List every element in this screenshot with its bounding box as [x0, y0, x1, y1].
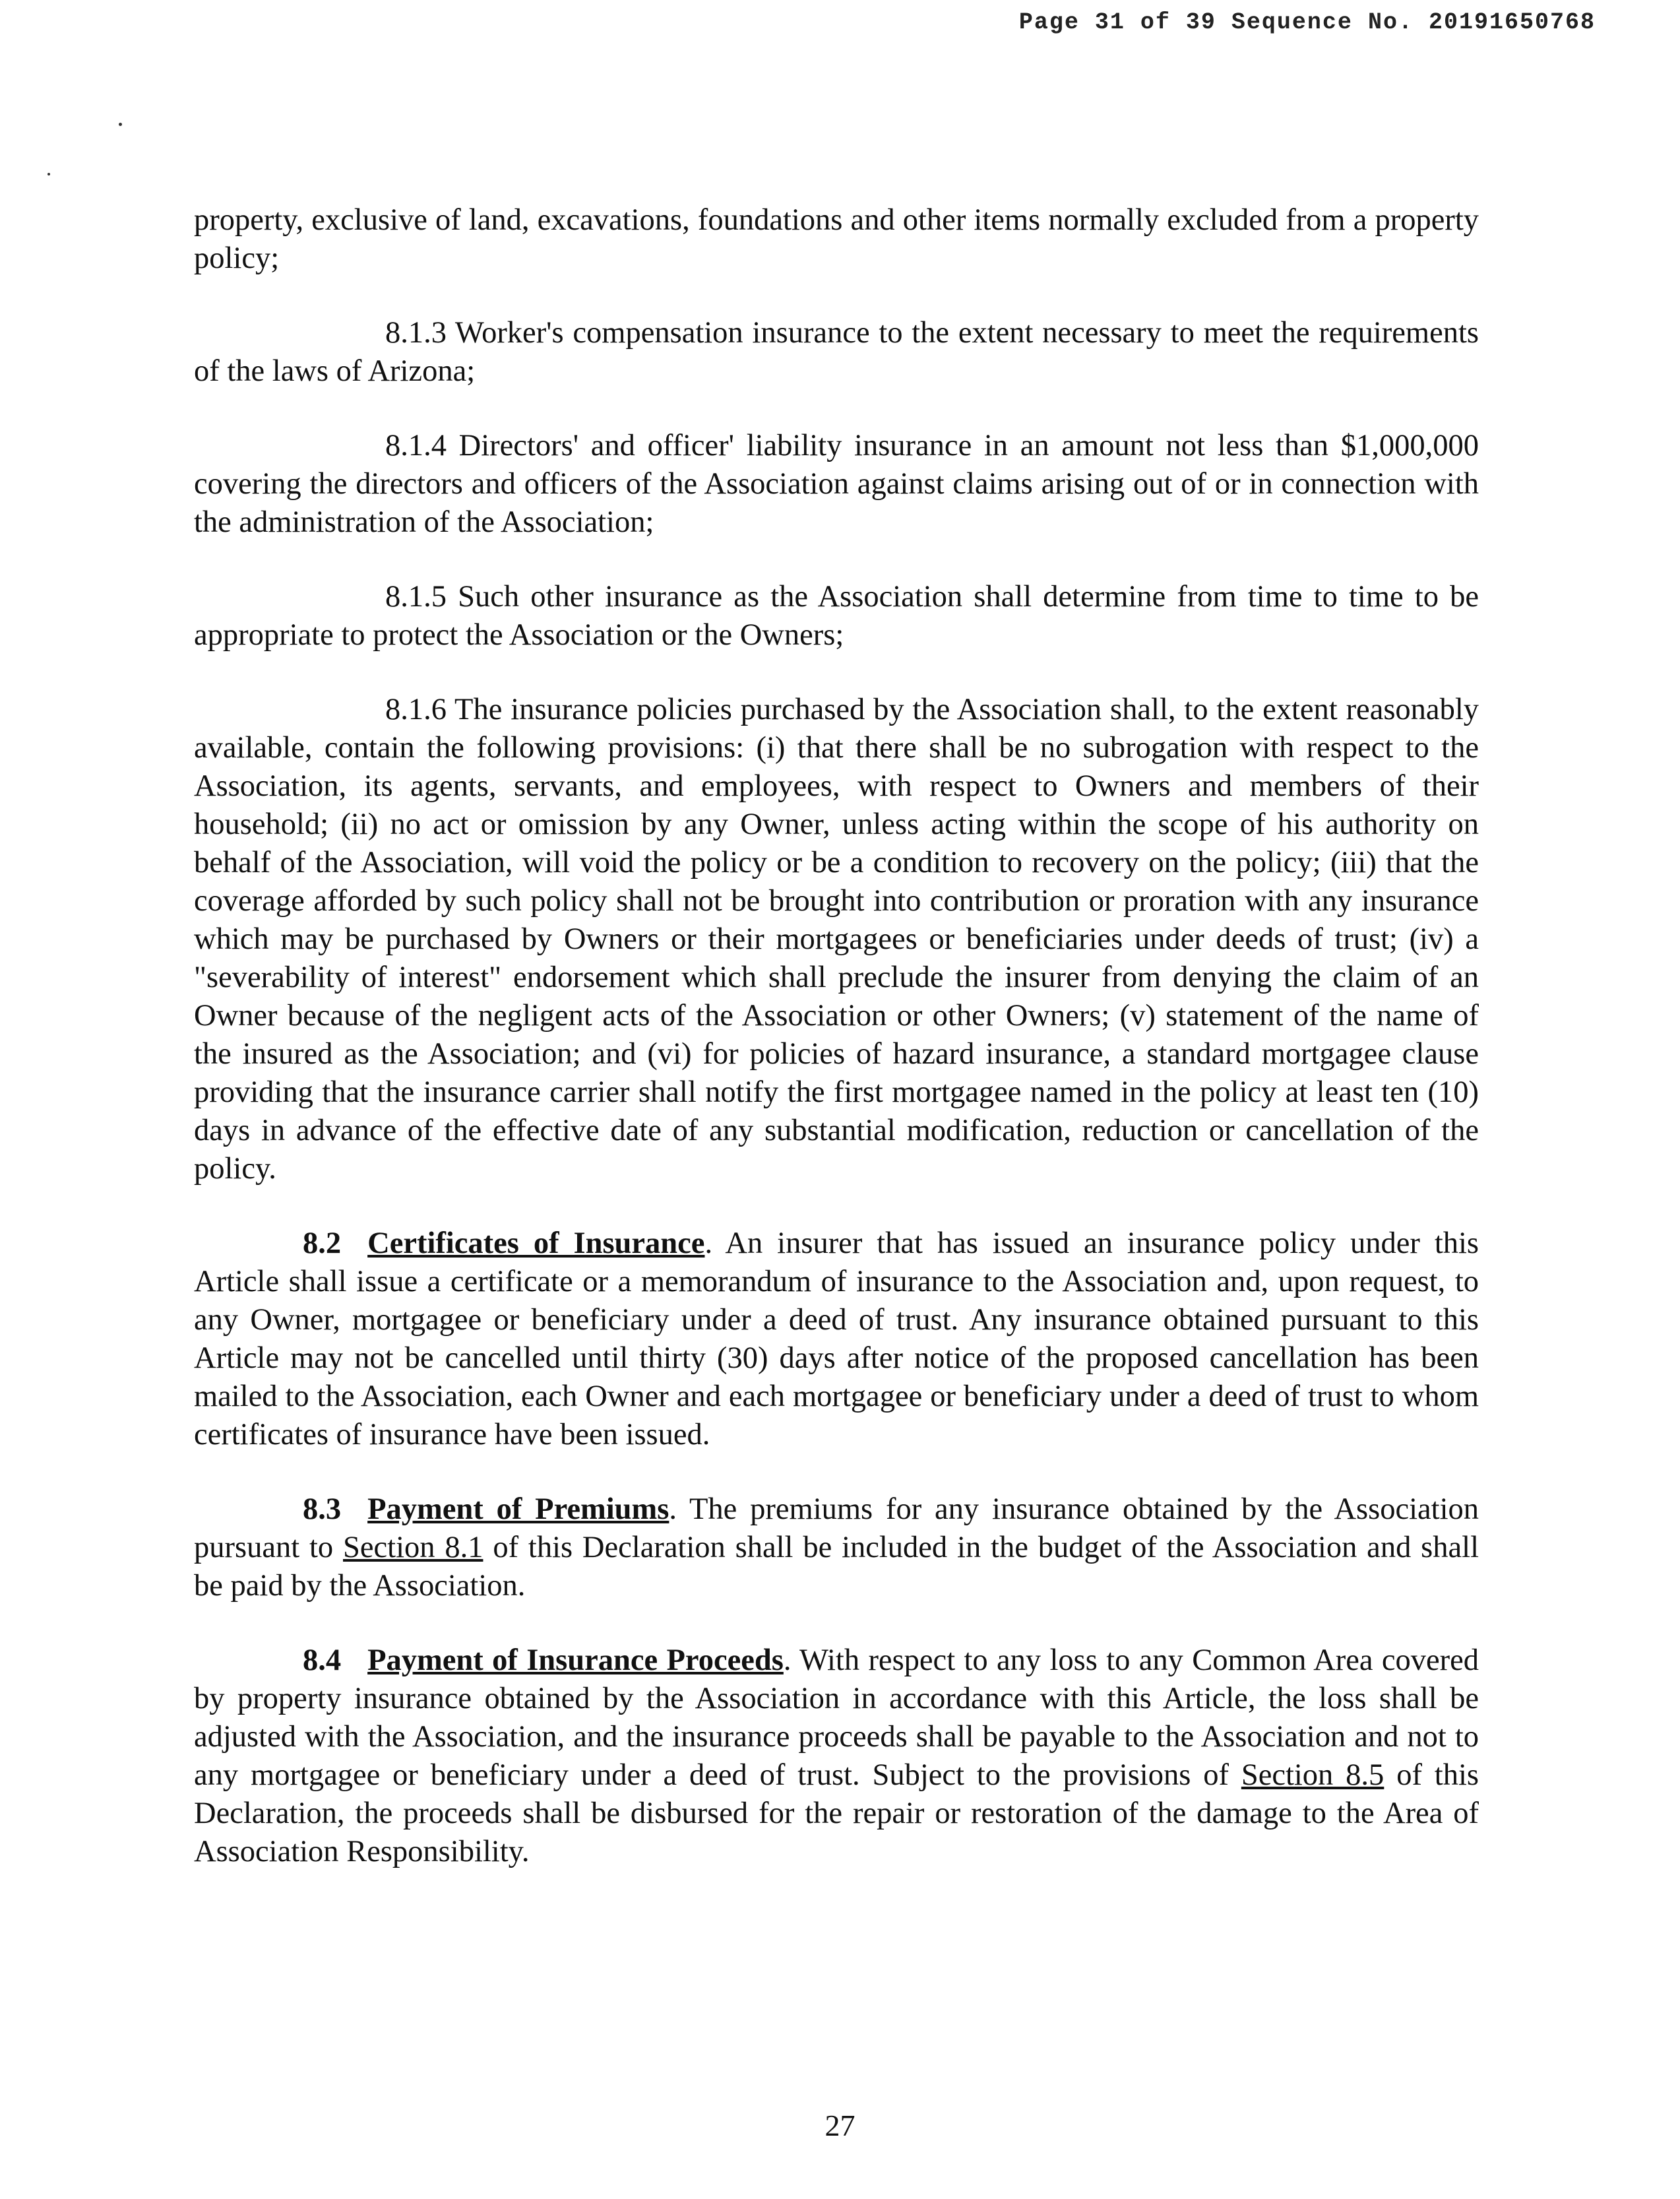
section-body: . The premiums for any insurance obtained by the Association pursuant to: [194, 1492, 1479, 1564]
section-title: Payment of Insurance Proceeds: [367, 1643, 784, 1677]
scan-speck: [119, 123, 122, 126]
section-title: Certificates of Insurance: [367, 1227, 705, 1260]
section-number: 8.3: [303, 1492, 342, 1526]
paragraph-8-1-6: 8.1.6 The insurance policies purchased by the Association shall, to the extent reasonably available, contain the following provisions: (i) that there shall be no subrogation with respect to the Association, its agents, servants, and employees, with respect to Owners and members of their household; (ii) no act or omission by any Owner, unless acting within the scope of his authority on behalf of the Association, will void the policy or be a condition to recovery on the policy; (iii) that the coverage afforded by such policy shall not be brought into contribution or proration with any insurance which may be purchased by Owners or their mortgagees or beneficiaries under deeds of trust; (iv) a "severability of interest" endorsement which shall preclude the insurer from denying the claim of an Owner because of the negligent acts of the Association or other Owners; (v) statement of the name of the insured as the Association; and (vi) for policies of hazard insurance, a standard mortgagee clause providing that the insurance carrier shall notify the first mortgagee named in the policy at least ten (10) days in advance of the effective date of any substantial modification, reduction or cancellation of the policy.: [194, 693, 1479, 1186]
section-reference: Section 8.1: [343, 1531, 483, 1564]
section-body: . An insurer that has issued an insurance policy under this Article shall issue a certificate or a memorandum of insurance to the Association and, upon request, to any Owner, mortgagee or beneficiary under a deed of trust. Any insurance obtained pursuant to this Article may not be cancelled until thirty (30) days after notice of the proposed cancellation has been mailed to the Association, each Owner and each mortgagee or beneficiary under a deed of trust to whom certificates of insurance have been issued.: [194, 1227, 1479, 1451]
section-body: of this Declaration shall be included in the budget of the Association and shall be paid by the Association.: [194, 1531, 1479, 1603]
document-body: [194, 201, 1479, 1907]
section-number: 8.4: [303, 1643, 342, 1677]
section-title: Payment of Premiums: [367, 1492, 669, 1526]
section-8-3: [194, 1490, 1479, 1605]
paragraph-8-1-4: 8.1.4 Directors' and officer' liability insurance in an amount not less than $1,000,000 covering the directors and officers of the Association against claims arising out of or in connection with the administration of the Association;: [194, 429, 1479, 539]
section-8-4: [194, 1641, 1479, 1871]
section-reference: Section 8.5: [1241, 1758, 1384, 1792]
paragraph-8-1-3: 8.1.3 Worker's compensation insurance to the extent necessary to meet the requirements of the laws of Arizona;: [194, 316, 1479, 388]
sequence-header: Page 31 of 39 Sequence No. 20191650768: [1018, 9, 1596, 36]
section-8-2: [194, 1225, 1479, 1454]
page-number: 27: [824, 2109, 856, 2142]
section-body: . With respect to any loss to any Common Area covered by property insurance obtained by the Association in accordance with this Article, the loss shall be adjusted with the Association, and the insurance proceeds shall be payable to the Association and not to any mortgagee or beneficiary under a deed of trust. Subject to the provisions of: [194, 1643, 1479, 1792]
paragraph-8-1-5: 8.1.5 Such other insurance as the Association shall determine from time to time to be appropriate to protect the Association or the Owners;: [194, 580, 1479, 652]
scan-speck: [47, 173, 50, 175]
section-number: 8.2: [303, 1227, 342, 1260]
section-body: of this Declaration, the proceeds shall be disbursed for the repair or restoration of the damage to the Area of Association Responsibility.: [194, 1758, 1479, 1868]
paragraph-continuation: property, exclusive of land, excavations, foundations and other items normally excluded from a property policy;: [194, 203, 1479, 275]
